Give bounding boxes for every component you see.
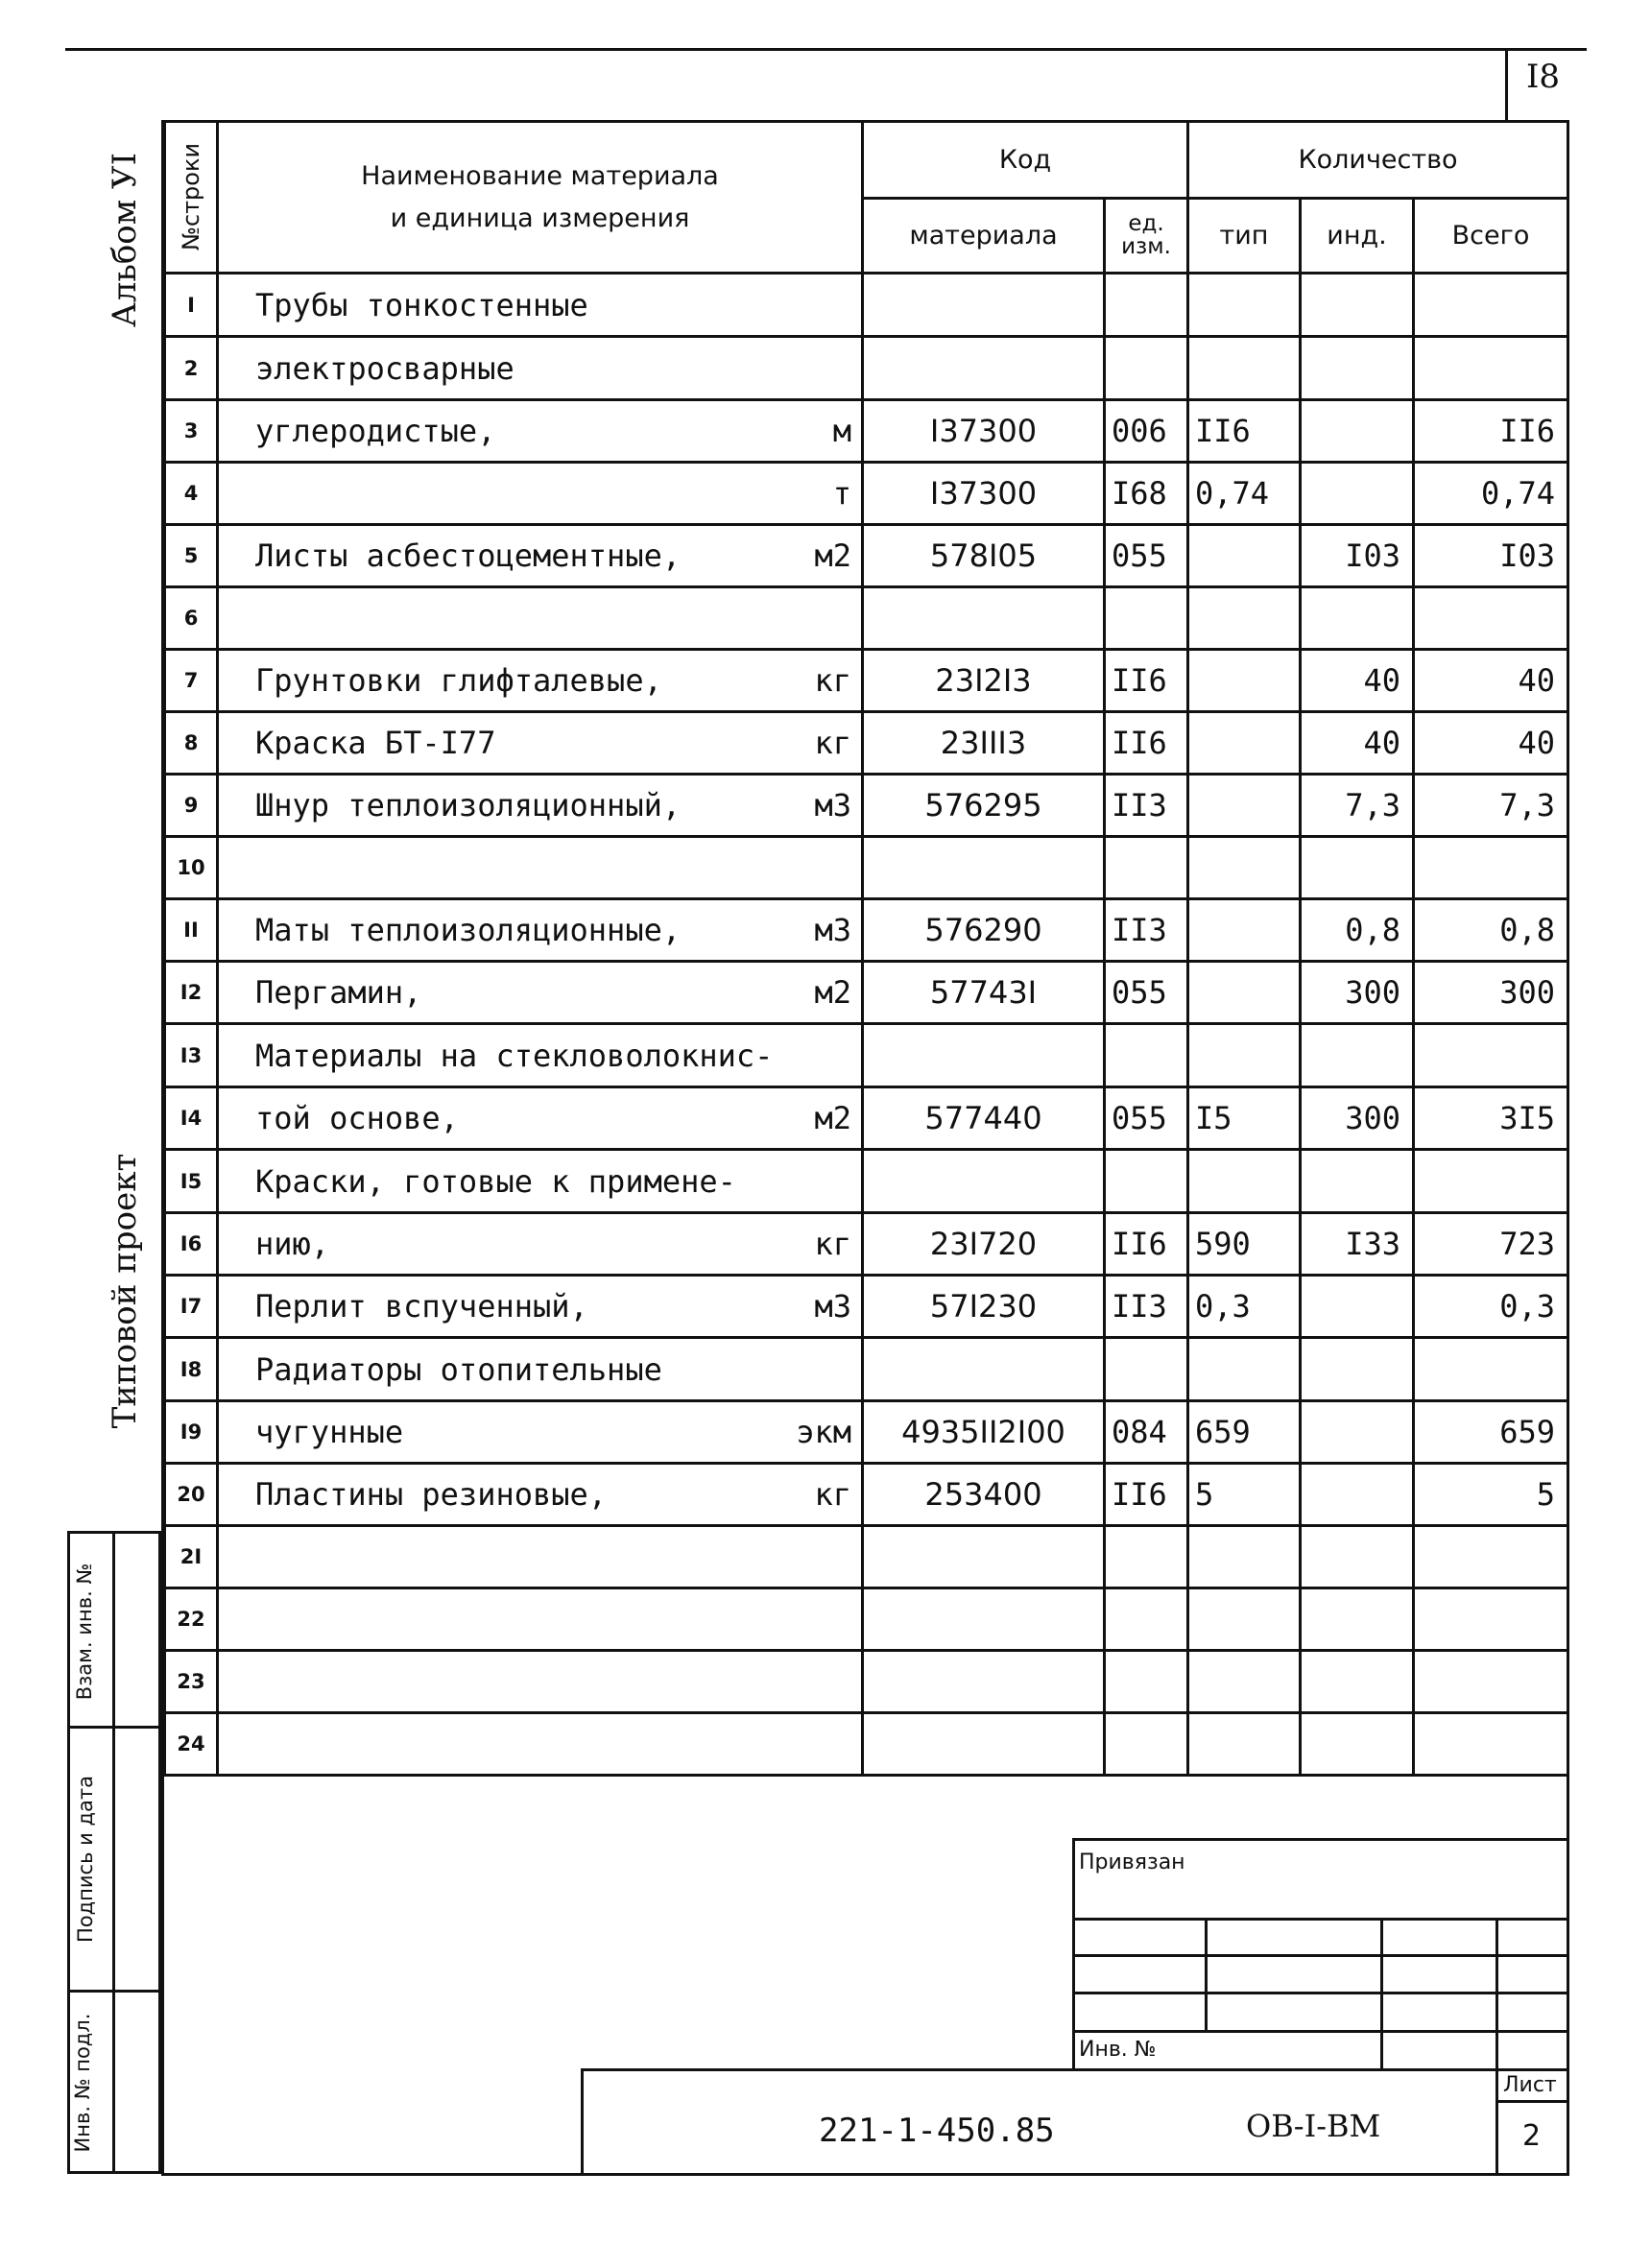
row-number: I7 — [165, 1276, 218, 1338]
quantity-ind — [1301, 1713, 1414, 1776]
typ-header: тип — [1188, 198, 1301, 274]
unit-name: м3 — [814, 787, 851, 824]
row-number: 20 — [165, 1464, 218, 1526]
quantity-ind: 0,8 — [1301, 899, 1414, 962]
table-row — [165, 962, 1568, 1024]
material-name-cell — [218, 1651, 863, 1713]
material-name: Краски, готовые к примене- — [255, 1162, 736, 1200]
quantity-total — [1414, 1024, 1568, 1087]
quantity-ind — [1301, 1401, 1414, 1464]
material-name: углеродистые, — [255, 413, 496, 449]
material-code — [863, 274, 1105, 337]
quantity-ind: 300 — [1301, 1087, 1414, 1150]
material-name: Перлит вспученный, — [255, 1288, 588, 1325]
attached-block — [1072, 1838, 1569, 2068]
unit-code: II6 — [1105, 712, 1188, 775]
quantity-total: I03 — [1414, 525, 1568, 587]
unit-code: 055 — [1105, 1087, 1188, 1150]
quantity-typ: 5 — [1188, 1464, 1301, 1526]
quantity-typ — [1188, 1588, 1301, 1651]
quantity-total — [1414, 1526, 1568, 1588]
material-code — [863, 1338, 1105, 1401]
row-number: II — [165, 899, 218, 962]
row-number: 23 — [165, 1651, 218, 1713]
material-name-cell — [218, 650, 863, 712]
material-name: Пластины резиновые, — [255, 1476, 608, 1513]
material-name-cell — [218, 775, 863, 837]
row-number: I6 — [165, 1213, 218, 1276]
quantity-typ — [1188, 962, 1301, 1024]
quantity-ind: 300 — [1301, 962, 1414, 1024]
material-name-cell — [218, 1464, 863, 1526]
unit-code — [1105, 1024, 1188, 1087]
quantity-typ — [1188, 1713, 1301, 1776]
row-number: 5 — [165, 525, 218, 587]
material-name: Грунтовки глифталевые, — [255, 662, 662, 699]
quantity-typ — [1188, 587, 1301, 650]
title-block — [581, 2068, 1569, 2176]
quantity-ind: 40 — [1301, 650, 1414, 712]
material-code: 23I720 — [863, 1213, 1105, 1276]
quantity-ind: 40 — [1301, 712, 1414, 775]
quantity-ind — [1301, 1651, 1414, 1713]
row-number: I2 — [165, 962, 218, 1024]
table-row — [165, 775, 1568, 837]
name-header-line2: и единица измерения — [390, 203, 690, 233]
project-label: Типовой проект — [106, 1153, 144, 1429]
row-number: 7 — [165, 650, 218, 712]
quantity-ind — [1301, 274, 1414, 337]
quantity-typ — [1188, 899, 1301, 962]
table-row — [165, 1087, 1568, 1150]
quantity-total: 0,3 — [1414, 1276, 1568, 1338]
quantity-typ: 659 — [1188, 1401, 1301, 1464]
material-code — [863, 1651, 1105, 1713]
material-code — [863, 1526, 1105, 1588]
table-row — [165, 1338, 1568, 1401]
table-row — [165, 587, 1568, 650]
quantity-typ: 590 — [1188, 1213, 1301, 1276]
material-name-cell — [218, 1213, 863, 1276]
material-code: I37300 — [863, 400, 1105, 463]
material-code — [863, 337, 1105, 400]
material-name: Радиаторы отопительные — [255, 1350, 662, 1388]
row-number-header — [165, 122, 218, 274]
material-name: электросварные — [255, 349, 514, 387]
material-name: нию, — [255, 1226, 330, 1262]
quantity-total: 40 — [1414, 712, 1568, 775]
quantity-ind — [1301, 400, 1414, 463]
row-number: 9 — [165, 775, 218, 837]
table-row — [165, 337, 1568, 400]
material-name-cell — [218, 337, 863, 400]
unit-code: I68 — [1105, 463, 1188, 525]
table-row — [165, 1526, 1568, 1588]
quantity-typ — [1188, 1338, 1301, 1401]
table-row — [165, 400, 1568, 463]
unit-code: 055 — [1105, 962, 1188, 1024]
unit-name: м2 — [814, 974, 851, 1011]
unit-code — [1105, 1338, 1188, 1401]
quantity-total — [1414, 1651, 1568, 1713]
quantity-total: 723 — [1414, 1213, 1568, 1276]
quantity-ind — [1301, 587, 1414, 650]
unit-code — [1105, 1588, 1188, 1651]
quantity-header: Количество — [1188, 122, 1568, 199]
quantity-typ — [1188, 1526, 1301, 1588]
row-number: 2I — [165, 1526, 218, 1588]
unit-code — [1105, 274, 1188, 337]
material-name: Листы асбестоцементные, — [255, 537, 682, 574]
material-name: Шнур теплоизоляционный, — [255, 787, 682, 824]
unit-code: 055 — [1105, 525, 1188, 587]
material-name-cell — [218, 1338, 863, 1401]
material-code-header: материала — [863, 198, 1105, 274]
material-name-cell — [218, 1150, 863, 1213]
unit-code — [1105, 1526, 1188, 1588]
row-number: 4 — [165, 463, 218, 525]
quantity-typ — [1188, 1150, 1301, 1213]
quantity-total: 0,8 — [1414, 899, 1568, 962]
material-name-cell — [218, 587, 863, 650]
quantity-ind — [1301, 1338, 1414, 1401]
row-number: 2 — [165, 337, 218, 400]
quantity-typ — [1188, 274, 1301, 337]
row-number: I — [165, 274, 218, 337]
material-code: 578I05 — [863, 525, 1105, 587]
table-row — [165, 1401, 1568, 1464]
quantity-total: II6 — [1414, 400, 1568, 463]
quantity-ind: 7,3 — [1301, 775, 1414, 837]
material-code: 23III3 — [863, 712, 1105, 775]
material-code — [863, 837, 1105, 899]
quantity-typ — [1188, 337, 1301, 400]
material-code: 23I2I3 — [863, 650, 1105, 712]
row-number: 6 — [165, 587, 218, 650]
material-name-cell — [218, 1024, 863, 1087]
material-code — [863, 587, 1105, 650]
unit-code — [1105, 587, 1188, 650]
quantity-total — [1414, 274, 1568, 337]
quantity-typ — [1188, 650, 1301, 712]
row-number: 3 — [165, 400, 218, 463]
material-code — [863, 1713, 1105, 1776]
unit-code: II6 — [1105, 650, 1188, 712]
material-name: Пергамин, — [255, 974, 422, 1011]
unit-name: т — [832, 475, 851, 512]
table-row — [165, 712, 1568, 775]
unit-name: м — [832, 413, 851, 449]
quantity-total — [1414, 1588, 1568, 1651]
quantity-total: 0,74 — [1414, 463, 1568, 525]
material-name-cell — [218, 463, 863, 525]
quantity-total — [1414, 1338, 1568, 1401]
table-row — [165, 1588, 1568, 1651]
row-number: I8 — [165, 1338, 218, 1401]
material-code: 253400 — [863, 1464, 1105, 1526]
quantity-ind — [1301, 1024, 1414, 1087]
quantity-total: 5 — [1414, 1464, 1568, 1526]
material-name-cell — [218, 400, 863, 463]
stamp-signature: Подпись и дата — [74, 1776, 97, 1943]
quantity-ind — [1301, 463, 1414, 525]
attached-label: Привязан — [1079, 1850, 1185, 1874]
quantity-total: 3I5 — [1414, 1087, 1568, 1150]
unit-code — [1105, 1713, 1188, 1776]
unit-code: II3 — [1105, 1276, 1188, 1338]
quantity-total — [1414, 587, 1568, 650]
unit-name: м3 — [814, 1288, 851, 1325]
row-number: I3 — [165, 1024, 218, 1087]
quantity-ind — [1301, 1588, 1414, 1651]
material-code: 576290 — [863, 899, 1105, 962]
quantity-total — [1414, 1713, 1568, 1776]
quantity-ind — [1301, 337, 1414, 400]
table-row — [165, 1213, 1568, 1276]
page-number-divider — [1505, 48, 1508, 123]
material-name: Краска БТ-I77 — [255, 725, 496, 761]
row-number: I9 — [165, 1401, 218, 1464]
unit-code-header-line1: ед. — [1128, 211, 1164, 237]
table-row — [165, 899, 1568, 962]
unit-code: II3 — [1105, 899, 1188, 962]
unit-name: м2 — [814, 1100, 851, 1136]
name-header-line1: Наименование материала — [361, 160, 719, 191]
quantity-ind: I33 — [1301, 1213, 1414, 1276]
sheet-number: 2 — [1522, 2119, 1542, 2153]
unit-code — [1105, 1150, 1188, 1213]
material-name-cell — [218, 712, 863, 775]
quantity-typ — [1188, 1651, 1301, 1713]
row-number: 24 — [165, 1713, 218, 1776]
table-row — [165, 274, 1568, 337]
material-name-cell — [218, 274, 863, 337]
material-name: Трубы тонкостенные — [255, 286, 588, 323]
document-code: ОВ-I-ВМ — [1246, 2108, 1381, 2144]
material-code: 57I230 — [863, 1276, 1105, 1338]
unit-code: II6 — [1105, 1464, 1188, 1526]
sheet-label: Лист — [1503, 2073, 1557, 2097]
material-name: чугунные — [255, 1414, 404, 1450]
name-header — [218, 122, 863, 274]
unit-code: 084 — [1105, 1401, 1188, 1464]
table-row — [165, 1024, 1568, 1087]
ind-header: инд. — [1301, 198, 1414, 274]
material-name-cell — [218, 1401, 863, 1464]
code-header: Код — [863, 122, 1188, 199]
document-number: 221-1-450.85 — [819, 2112, 1055, 2150]
material-code — [863, 1588, 1105, 1651]
quantity-typ — [1188, 525, 1301, 587]
table-row — [165, 1651, 1568, 1713]
quantity-typ: I5 — [1188, 1087, 1301, 1150]
quantity-typ: 0,74 — [1188, 463, 1301, 525]
unit-code — [1105, 1651, 1188, 1713]
quantity-ind — [1301, 837, 1414, 899]
row-number: 8 — [165, 712, 218, 775]
table-row — [165, 650, 1568, 712]
table-row — [165, 837, 1568, 899]
quantity-ind — [1301, 1276, 1414, 1338]
unit-name: кг — [814, 662, 851, 699]
quantity-total: 40 — [1414, 650, 1568, 712]
unit-code — [1105, 337, 1188, 400]
quantity-total — [1414, 1150, 1568, 1213]
table-row — [165, 1276, 1568, 1338]
unit-code-header — [1105, 198, 1188, 274]
unit-name: кг — [814, 725, 851, 761]
top-rule — [65, 48, 1587, 51]
page-number: I8 — [1526, 58, 1561, 96]
quantity-typ — [1188, 712, 1301, 775]
unit-code-header-line2: изм. — [1121, 234, 1171, 260]
material-name: Материалы на стекловолокнис- — [255, 1037, 774, 1074]
inventory-label: Инв. № — [1079, 2038, 1157, 2062]
quantity-typ: II6 — [1188, 400, 1301, 463]
material-code: 4935II2I00 — [863, 1401, 1105, 1464]
material-code: 57743I — [863, 962, 1105, 1024]
row-number: I4 — [165, 1087, 218, 1150]
material-code — [863, 1024, 1105, 1087]
unit-code: II6 — [1105, 1213, 1188, 1276]
material-name-cell — [218, 1276, 863, 1338]
quantity-ind — [1301, 1464, 1414, 1526]
row-number: I5 — [165, 1150, 218, 1213]
quantity-total — [1414, 837, 1568, 899]
table-row — [165, 1713, 1568, 1776]
unit-code: II3 — [1105, 775, 1188, 837]
material-name-cell — [218, 899, 863, 962]
material-code: I37300 — [863, 463, 1105, 525]
material-code: 577440 — [863, 1087, 1105, 1150]
quantity-typ: 0,3 — [1188, 1276, 1301, 1338]
unit-name: кг — [814, 1476, 851, 1513]
material-name-cell — [218, 962, 863, 1024]
material-name-cell — [218, 1526, 863, 1588]
unit-name: кг — [814, 1226, 851, 1262]
materials-table — [163, 120, 1569, 1777]
unit-name: экм — [796, 1414, 851, 1450]
quantity-ind — [1301, 1526, 1414, 1588]
quantity-typ — [1188, 775, 1301, 837]
unit-code — [1105, 837, 1188, 899]
stamp-replacement: Взам. инв. № — [73, 1563, 96, 1701]
row-number: 22 — [165, 1588, 218, 1651]
quantity-ind — [1301, 1150, 1414, 1213]
quantity-typ — [1188, 1024, 1301, 1087]
quantity-total: 659 — [1414, 1401, 1568, 1464]
table-row — [165, 1464, 1568, 1526]
material-name: Маты теплоизоляционные, — [255, 912, 682, 948]
stamp-inventory: Инв. № подл. — [71, 2013, 94, 2153]
table-row — [165, 525, 1568, 587]
quantity-total — [1414, 337, 1568, 400]
table-row — [165, 1150, 1568, 1213]
quantity-ind: I03 — [1301, 525, 1414, 587]
material-name-cell — [218, 1713, 863, 1776]
table-row — [165, 463, 1568, 525]
material-name-cell — [218, 1588, 863, 1651]
album-label: Альбом УI — [106, 152, 144, 328]
unit-name: м3 — [814, 912, 851, 948]
material-code — [863, 1150, 1105, 1213]
material-name: той основе, — [255, 1100, 459, 1136]
material-name-cell — [218, 837, 863, 899]
quantity-typ — [1188, 837, 1301, 899]
row-number: 10 — [165, 837, 218, 899]
material-name-cell — [218, 525, 863, 587]
material-name-cell — [218, 1087, 863, 1150]
unit-name: м2 — [814, 537, 851, 574]
total-header: Всего — [1414, 198, 1568, 274]
unit-code: 006 — [1105, 400, 1188, 463]
row-number-header-text: №строки — [178, 142, 204, 251]
material-code: 576295 — [863, 775, 1105, 837]
quantity-total: 7,3 — [1414, 775, 1568, 837]
quantity-total: 300 — [1414, 962, 1568, 1024]
